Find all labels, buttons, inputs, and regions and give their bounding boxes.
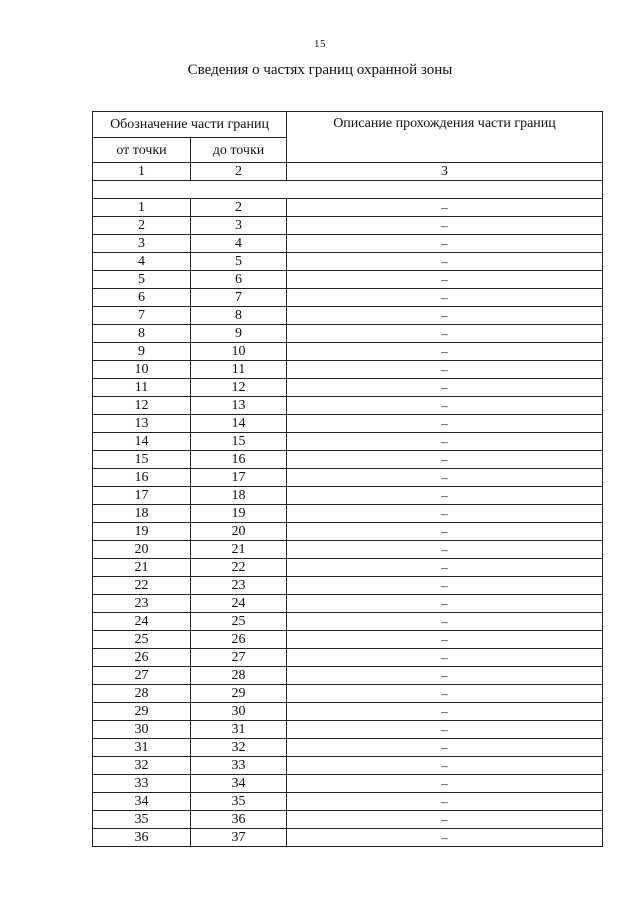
to-point-cell: 9 — [191, 325, 287, 343]
description-cell: – — [287, 397, 603, 415]
from-point-cell: 2 — [93, 217, 191, 235]
to-point-cell: 10 — [191, 343, 287, 361]
to-point-cell: 20 — [191, 523, 287, 541]
description-cell: – — [287, 793, 603, 811]
table-row — [93, 289, 603, 307]
to-point-cell: 35 — [191, 793, 287, 811]
from-point-cell: 4 — [93, 253, 191, 271]
to-point-cell: 36 — [191, 811, 287, 829]
table-row — [93, 505, 603, 523]
to-point-cell: 18 — [191, 487, 287, 505]
from-point-cell: 36 — [93, 829, 191, 847]
to-point-cell: 21 — [191, 541, 287, 559]
to-point-cell: 31 — [191, 721, 287, 739]
to-point-cell: 23 — [191, 577, 287, 595]
empty-section-row — [93, 181, 603, 199]
to-point-cell: 22 — [191, 559, 287, 577]
description-cell: – — [287, 271, 603, 289]
description-cell: – — [287, 685, 603, 703]
to-point-cell: 28 — [191, 667, 287, 685]
from-point-cell: 19 — [93, 523, 191, 541]
to-point-cell: 14 — [191, 415, 287, 433]
table-row — [93, 559, 603, 577]
description-cell: – — [287, 433, 603, 451]
header-row-1 — [93, 112, 603, 138]
boundary-parts-table — [92, 111, 603, 847]
table-row — [93, 757, 603, 775]
from-point-cell: 20 — [93, 541, 191, 559]
page-title: Сведения о частях границ охранной зоны — [187, 62, 453, 78]
table-row — [93, 811, 603, 829]
part-designation-header: Обозначение части границ — [93, 112, 287, 138]
table-row — [93, 703, 603, 721]
table-row — [93, 667, 603, 685]
to-point-cell: 29 — [191, 685, 287, 703]
from-point-cell: 1 — [93, 199, 191, 217]
to-point-cell: 4 — [191, 235, 287, 253]
table-row — [93, 469, 603, 487]
description-cell: – — [287, 523, 603, 541]
description-cell: – — [287, 757, 603, 775]
to-point-cell: 37 — [191, 829, 287, 847]
table-row — [93, 721, 603, 739]
table-row — [93, 775, 603, 793]
description-cell: – — [287, 253, 603, 271]
description-cell: – — [287, 361, 603, 379]
from-point-cell: 22 — [93, 577, 191, 595]
table-row — [93, 199, 603, 217]
from-point-cell: 33 — [93, 775, 191, 793]
to-point-header: до точки — [191, 138, 287, 163]
from-point-cell: 17 — [93, 487, 191, 505]
description-cell: – — [287, 289, 603, 307]
table-row — [93, 523, 603, 541]
description-cell: – — [287, 325, 603, 343]
table-row — [93, 487, 603, 505]
column-number-row — [93, 163, 603, 181]
description-cell: – — [287, 667, 603, 685]
from-point-cell: 28 — [93, 685, 191, 703]
to-point-cell: 25 — [191, 613, 287, 631]
to-point-cell: 32 — [191, 739, 287, 757]
from-point-cell: 11 — [93, 379, 191, 397]
from-point-cell: 18 — [93, 505, 191, 523]
from-point-cell: 35 — [93, 811, 191, 829]
column-number-1: 1 — [93, 163, 191, 181]
to-point-cell: 6 — [191, 271, 287, 289]
table-row — [93, 217, 603, 235]
description-cell: – — [287, 343, 603, 361]
description-cell: – — [287, 487, 603, 505]
to-point-cell: 26 — [191, 631, 287, 649]
table-row — [93, 307, 603, 325]
table-row — [93, 649, 603, 667]
description-cell: – — [287, 541, 603, 559]
description-cell: – — [287, 649, 603, 667]
table-row — [93, 433, 603, 451]
from-point-cell: 25 — [93, 631, 191, 649]
table-row — [93, 253, 603, 271]
description-cell: – — [287, 469, 603, 487]
from-point-cell: 23 — [93, 595, 191, 613]
description-cell: – — [287, 199, 603, 217]
from-point-cell: 7 — [93, 307, 191, 325]
from-point-cell: 6 — [93, 289, 191, 307]
to-point-cell: 8 — [191, 307, 287, 325]
table-row — [93, 685, 603, 703]
from-point-cell: 15 — [93, 451, 191, 469]
table-row — [93, 397, 603, 415]
to-point-cell: 19 — [191, 505, 287, 523]
table-row — [93, 793, 603, 811]
to-point-cell: 13 — [191, 397, 287, 415]
table-row — [93, 829, 603, 847]
to-point-cell: 12 — [191, 379, 287, 397]
table-row — [93, 325, 603, 343]
page-number: 15 — [314, 38, 326, 50]
to-point-cell: 17 — [191, 469, 287, 487]
to-point-cell: 11 — [191, 361, 287, 379]
table-row — [93, 343, 603, 361]
description-cell: – — [287, 613, 603, 631]
from-point-cell: 16 — [93, 469, 191, 487]
from-point-cell: 13 — [93, 415, 191, 433]
to-point-cell: 34 — [191, 775, 287, 793]
table-body — [93, 112, 603, 847]
description-cell: – — [287, 217, 603, 235]
table-row — [93, 577, 603, 595]
to-point-cell: 7 — [191, 289, 287, 307]
from-point-cell: 3 — [93, 235, 191, 253]
from-point-cell: 31 — [93, 739, 191, 757]
description-cell: – — [287, 739, 603, 757]
description-cell: – — [287, 829, 603, 847]
description-header: Описание прохождения части границ — [287, 112, 603, 163]
to-point-cell: 16 — [191, 451, 287, 469]
from-point-cell: 12 — [93, 397, 191, 415]
from-point-cell: 27 — [93, 667, 191, 685]
to-point-cell: 24 — [191, 595, 287, 613]
from-point-cell: 32 — [93, 757, 191, 775]
from-point-cell: 34 — [93, 793, 191, 811]
table-row — [93, 235, 603, 253]
from-point-cell: 8 — [93, 325, 191, 343]
description-cell: – — [287, 811, 603, 829]
from-point-cell: 9 — [93, 343, 191, 361]
table-row — [93, 379, 603, 397]
description-cell: – — [287, 703, 603, 721]
table-row — [93, 739, 603, 757]
to-point-cell: 33 — [191, 757, 287, 775]
table-row — [93, 415, 603, 433]
table-row — [93, 361, 603, 379]
from-point-cell: 24 — [93, 613, 191, 631]
description-cell: – — [287, 379, 603, 397]
table-row — [93, 631, 603, 649]
table-row — [93, 541, 603, 559]
description-cell: – — [287, 721, 603, 739]
from-point-cell: 14 — [93, 433, 191, 451]
description-cell: – — [287, 595, 603, 613]
to-point-cell: 27 — [191, 649, 287, 667]
column-number-3: 3 — [287, 163, 603, 181]
table-row — [93, 451, 603, 469]
description-cell: – — [287, 577, 603, 595]
table-row — [93, 595, 603, 613]
description-cell: – — [287, 631, 603, 649]
from-point-cell: 26 — [93, 649, 191, 667]
description-cell: – — [287, 775, 603, 793]
description-cell: – — [287, 235, 603, 253]
description-cell: – — [287, 415, 603, 433]
from-point-cell: 10 — [93, 361, 191, 379]
empty-section-cell — [93, 181, 603, 199]
table-row — [93, 613, 603, 631]
to-point-cell: 5 — [191, 253, 287, 271]
column-number-2: 2 — [191, 163, 287, 181]
description-cell: – — [287, 451, 603, 469]
description-cell: – — [287, 307, 603, 325]
from-point-cell: 29 — [93, 703, 191, 721]
to-point-cell: 30 — [191, 703, 287, 721]
from-point-cell: 30 — [93, 721, 191, 739]
to-point-cell: 15 — [191, 433, 287, 451]
from-point-cell: 21 — [93, 559, 191, 577]
description-cell: – — [287, 505, 603, 523]
description-cell: – — [287, 559, 603, 577]
from-point-cell: 5 — [93, 271, 191, 289]
to-point-cell: 3 — [191, 217, 287, 235]
to-point-cell: 2 — [191, 199, 287, 217]
from-point-header: от точки — [93, 138, 191, 163]
table-row — [93, 271, 603, 289]
